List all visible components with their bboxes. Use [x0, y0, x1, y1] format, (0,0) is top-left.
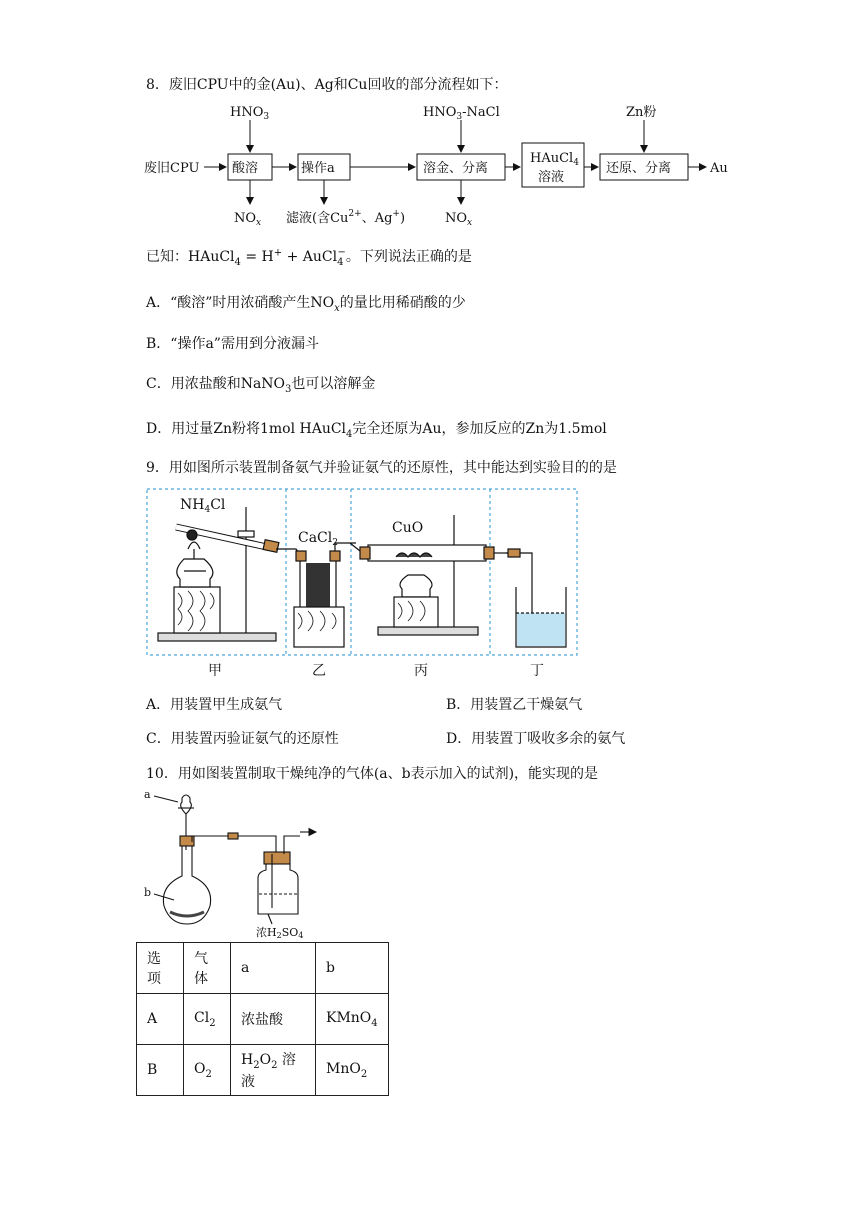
flow-reagent4: Zn粉 — [626, 105, 657, 120]
flow-intermediate-top: HAuCl$_4$ — [530, 151, 579, 168]
table-cell-b: KMnO$_4$ — [316, 994, 389, 1045]
q8-option-c: C．用浓盐酸和NaNO$_3$也可以溶解金 — [146, 376, 376, 395]
table-cell-option: A — [137, 994, 184, 1045]
q8-option-b: B．“操作a”需用到分液漏斗 — [146, 336, 319, 352]
label-b: b — [144, 886, 152, 899]
flow-out1: $NO_x$ — [234, 211, 262, 228]
label-jia: 甲 — [208, 663, 222, 679]
q8-stem: 8．废旧CPU中的金(Au)、Ag和Cu回收的部分流程如下： — [146, 77, 508, 93]
flow-end: Au — [710, 161, 728, 176]
q9-apparatus — [146, 487, 580, 683]
flow-step2: 操作a — [301, 161, 335, 176]
q8-known: 已知：HAuCl$_4$ = H+ + AuCl$_4$−。下列说法正确的是 — [146, 247, 472, 268]
flow-step3: 溶金、分离 — [423, 161, 489, 176]
flow-out3: $NO_x$ — [445, 211, 473, 228]
table-header-row — [137, 943, 389, 994]
q8-option-a: A．“酸溶”时用浓硝酸产生$NO_x$的量比用稀硝酸的少 — [146, 295, 466, 314]
apparatus-jia — [158, 507, 302, 641]
table-header-cell: 气体 — [184, 943, 231, 994]
q9-stem: 9．用如图所示装置制备氨气并验证氨气的还原性，其中能达到实验目的的是 — [146, 460, 617, 476]
q8-flowchart — [140, 98, 740, 233]
flow-start-label: 废旧CPU — [144, 161, 200, 176]
q9-option-b: B．用装置乙干燥氨气 — [446, 697, 583, 713]
flow-reagent3: $HNO_3$-NaCl — [423, 105, 500, 122]
table-cell-a: 浓盐酸 — [231, 994, 316, 1045]
label-cuo: CuO — [392, 520, 424, 536]
table-cell-option: B — [137, 1045, 184, 1096]
table-row — [137, 1045, 389, 1096]
label-yi: 乙 — [312, 663, 326, 679]
q10-apparatus — [140, 790, 330, 940]
label-bing: 丙 — [414, 663, 428, 679]
flow-step4: 还原、分离 — [606, 161, 672, 176]
label-a: a — [144, 790, 151, 801]
label-nh4cl: $NH_4Cl$ — [180, 497, 226, 515]
flow-filtrate: 滤液(含$Cu^{2+}$、Ag+) — [286, 209, 406, 226]
table-header-cell: a — [231, 943, 316, 994]
table-cell-gas: $O_2$ — [184, 1045, 231, 1096]
table-header-cell: 选项 — [137, 943, 184, 994]
flow-step1: 酸溶 — [232, 161, 259, 176]
label-cacl2: CaCl$_2$ — [298, 530, 338, 548]
table-row — [137, 994, 389, 1045]
label-conc-h2so4: 浓H2SO4 — [256, 926, 304, 940]
flow-intermediate-bottom: 溶液 — [538, 170, 565, 185]
table-cell-b: MnO$_2$ — [316, 1045, 389, 1096]
apparatus-ding — [506, 549, 566, 647]
q9-option-a: A．用装置甲生成氨气 — [146, 697, 283, 713]
flow-reagent1: $HNO_3$ — [230, 105, 270, 122]
label-ding: 丁 — [530, 663, 544, 679]
q9-option-c: C．用装置丙验证氨气的还原性 — [146, 731, 339, 747]
q9-option-d: D．用装置丁吸收多余的氨气 — [446, 731, 626, 747]
q10-stem: 10．用如图装置制取干燥纯净的气体(a、b表示加入的试剂)，能实现的是 — [146, 766, 599, 782]
table-cell-a: $H_2O_2$ 溶液 — [231, 1045, 316, 1096]
apparatus-bing — [350, 515, 508, 635]
apparatus-yi — [294, 543, 356, 647]
table-cell-gas: $Cl_2$ — [184, 994, 231, 1045]
table-header-cell: b — [316, 943, 389, 994]
q8-option-d: D．用过量Zn粉将1mol HAuCl$_4$完全还原为Au，参加反应的Zn为1.5mol — [146, 421, 607, 440]
q10-options-table — [136, 942, 389, 1096]
